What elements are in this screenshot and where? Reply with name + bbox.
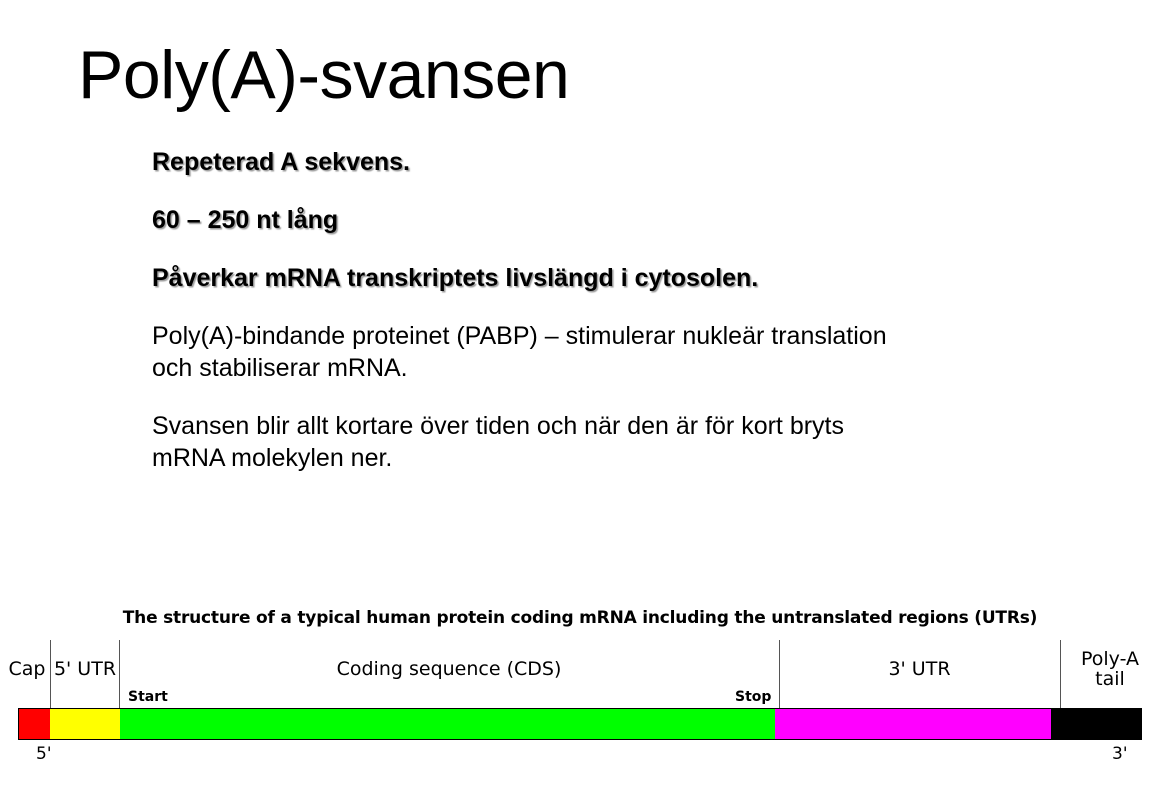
bullet-line: Påverkar mRNA transkriptets livslängd i cytosolen. (152, 264, 759, 292)
page-title: Poly(A)-svansen (78, 37, 570, 113)
stop-codon-label: Stop (735, 689, 772, 705)
figure-caption: The structure of a typical human protein coding mRNA including the untranslated regions (UTRs) (122, 608, 1038, 628)
mrna-structure-figure (0, 596, 1160, 804)
mrna-bar (18, 708, 1142, 740)
bar-segment-polya (1051, 709, 1141, 739)
list-item (152, 204, 1052, 236)
polya-label-line1: Poly-A (1080, 648, 1140, 670)
bullet-line: och stabiliserar mRNA. (152, 354, 408, 382)
bar-segment-cap (19, 709, 50, 739)
bullet-list (152, 146, 1052, 500)
region-label-polya (1062, 650, 1158, 690)
three-prime-end-label: 3' (1112, 744, 1128, 764)
bullet-line: Svansen blir allt kortare över tiden och när den är för kort bryts (152, 412, 844, 440)
five-prime-end-label: 5' (36, 744, 52, 764)
bullet-line: mRNA molekylen ner. (152, 444, 393, 472)
list-item (152, 410, 1052, 474)
boundary-tick (1060, 640, 1061, 708)
region-label-5utr: 5' UTR (53, 658, 117, 680)
bar-segment-cds (120, 709, 775, 739)
bullet-line: 60 – 250 nt lång (152, 206, 339, 234)
bullet-line: Poly(A)-bindande proteinet (PABP) – stimulerar nukleär translation (152, 322, 887, 350)
list-item (152, 262, 1052, 294)
list-item (152, 320, 1052, 384)
region-label-cap: Cap (8, 658, 46, 680)
start-codon-label: Start (128, 689, 168, 705)
polya-label-line2: tail (1095, 667, 1125, 690)
bar-segment-5utr (50, 709, 120, 739)
region-label-3utr: 3' UTR (888, 658, 951, 680)
boundary-tick (50, 640, 51, 708)
list-item (152, 146, 1052, 178)
bullet-line: Repeterad A sekvens. (152, 148, 410, 176)
bar-segment-3utr (775, 709, 1051, 739)
region-label-cds: Coding sequence (CDS) (336, 658, 562, 680)
